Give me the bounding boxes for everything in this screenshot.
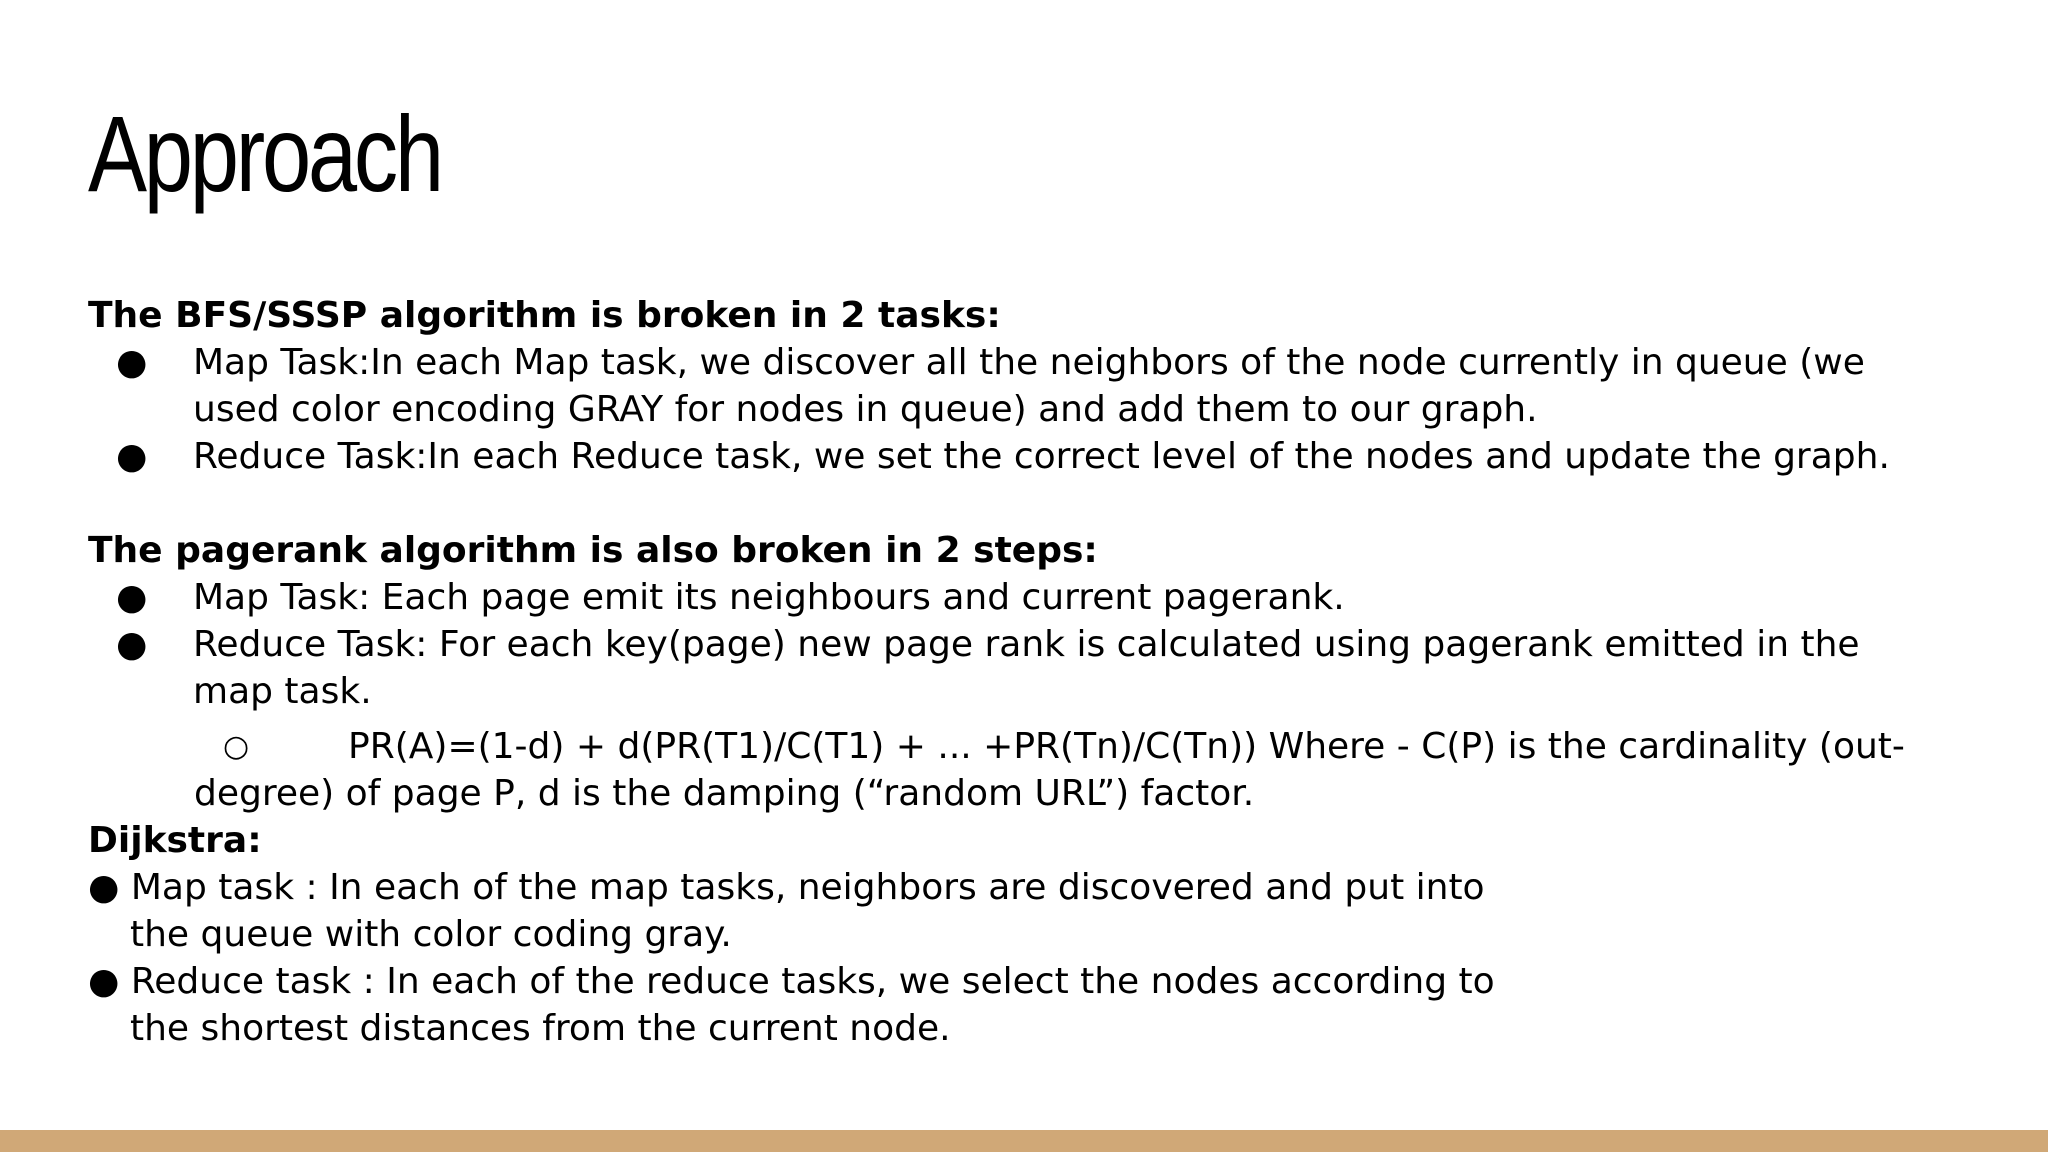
spacer xyxy=(88,480,1968,527)
pagerank-formula-line1: PR(A)=(1-d) + d(PR(T1)/C(T1) + ... +PR(Tn)/C(Tn)) Where - C(P) is the cardinality (out- xyxy=(348,726,1905,767)
bfs-heading: The BFS/SSSP algorithm is broken in 2 tasks: xyxy=(88,295,1001,336)
slide-content xyxy=(88,292,1968,1052)
dijkstra-reduce-task-line2: the shortest distances from the current node. xyxy=(130,1008,951,1049)
bullet-icon: ● xyxy=(116,624,148,665)
dijkstra-map-task-line2: the queue with color coding gray. xyxy=(130,914,732,955)
pagerank-formula-line2: degree) of page P, d is the damping (“random URL”) factor. xyxy=(194,773,1255,814)
pagerank-reduce-task-line2: map task. xyxy=(193,671,372,712)
pagerank-map-task-item xyxy=(88,574,1968,621)
dijkstra-map-task-line1: ● Map task : In each of the map tasks, neighbors are discovered and put into xyxy=(88,867,1485,908)
pagerank-heading: The pagerank algorithm is also broken in 2 steps: xyxy=(88,530,1098,571)
bullet-icon: ● xyxy=(116,342,148,383)
dijkstra-reduce-task-line1: ● Reduce task : In each of the reduce tasks, we select the nodes according to xyxy=(88,961,1495,1002)
bullet-icon: ● xyxy=(116,436,148,477)
dijkstra-reduce-task-item xyxy=(88,958,1968,1052)
bfs-reduce-task-line1: Reduce Task:In each Reduce task, we set the correct level of the nodes and update the graph. xyxy=(193,436,1890,477)
bullet-icon: ● xyxy=(116,577,148,618)
pagerank-reduce-task-item xyxy=(88,621,1968,715)
slide-title: Approach xyxy=(88,93,441,214)
bfs-map-task-item xyxy=(88,339,1968,433)
pagerank-formula-item xyxy=(88,723,1968,817)
pagerank-map-task-line1: Map Task: Each page emit its neighbours and current pagerank. xyxy=(193,577,1345,618)
hollow-circle-bullet-icon: ○ xyxy=(223,729,250,764)
pagerank-reduce-task-line1: Reduce Task: For each key(page) new page rank is calculated using pagerank emitted in the xyxy=(193,624,1860,665)
bfs-map-task-line2: used color encoding GRAY for nodes in queue) and add them to our graph. xyxy=(193,389,1538,430)
bfs-map-task-line1: Map Task:In each Map task, we discover all the neighbors of the node currently in queue (we xyxy=(193,342,1865,383)
dijkstra-heading: Dijkstra: xyxy=(88,820,262,861)
bfs-reduce-task-item xyxy=(88,433,1968,480)
footer-bar xyxy=(0,1130,2048,1152)
dijkstra-map-task-item xyxy=(88,864,1968,958)
